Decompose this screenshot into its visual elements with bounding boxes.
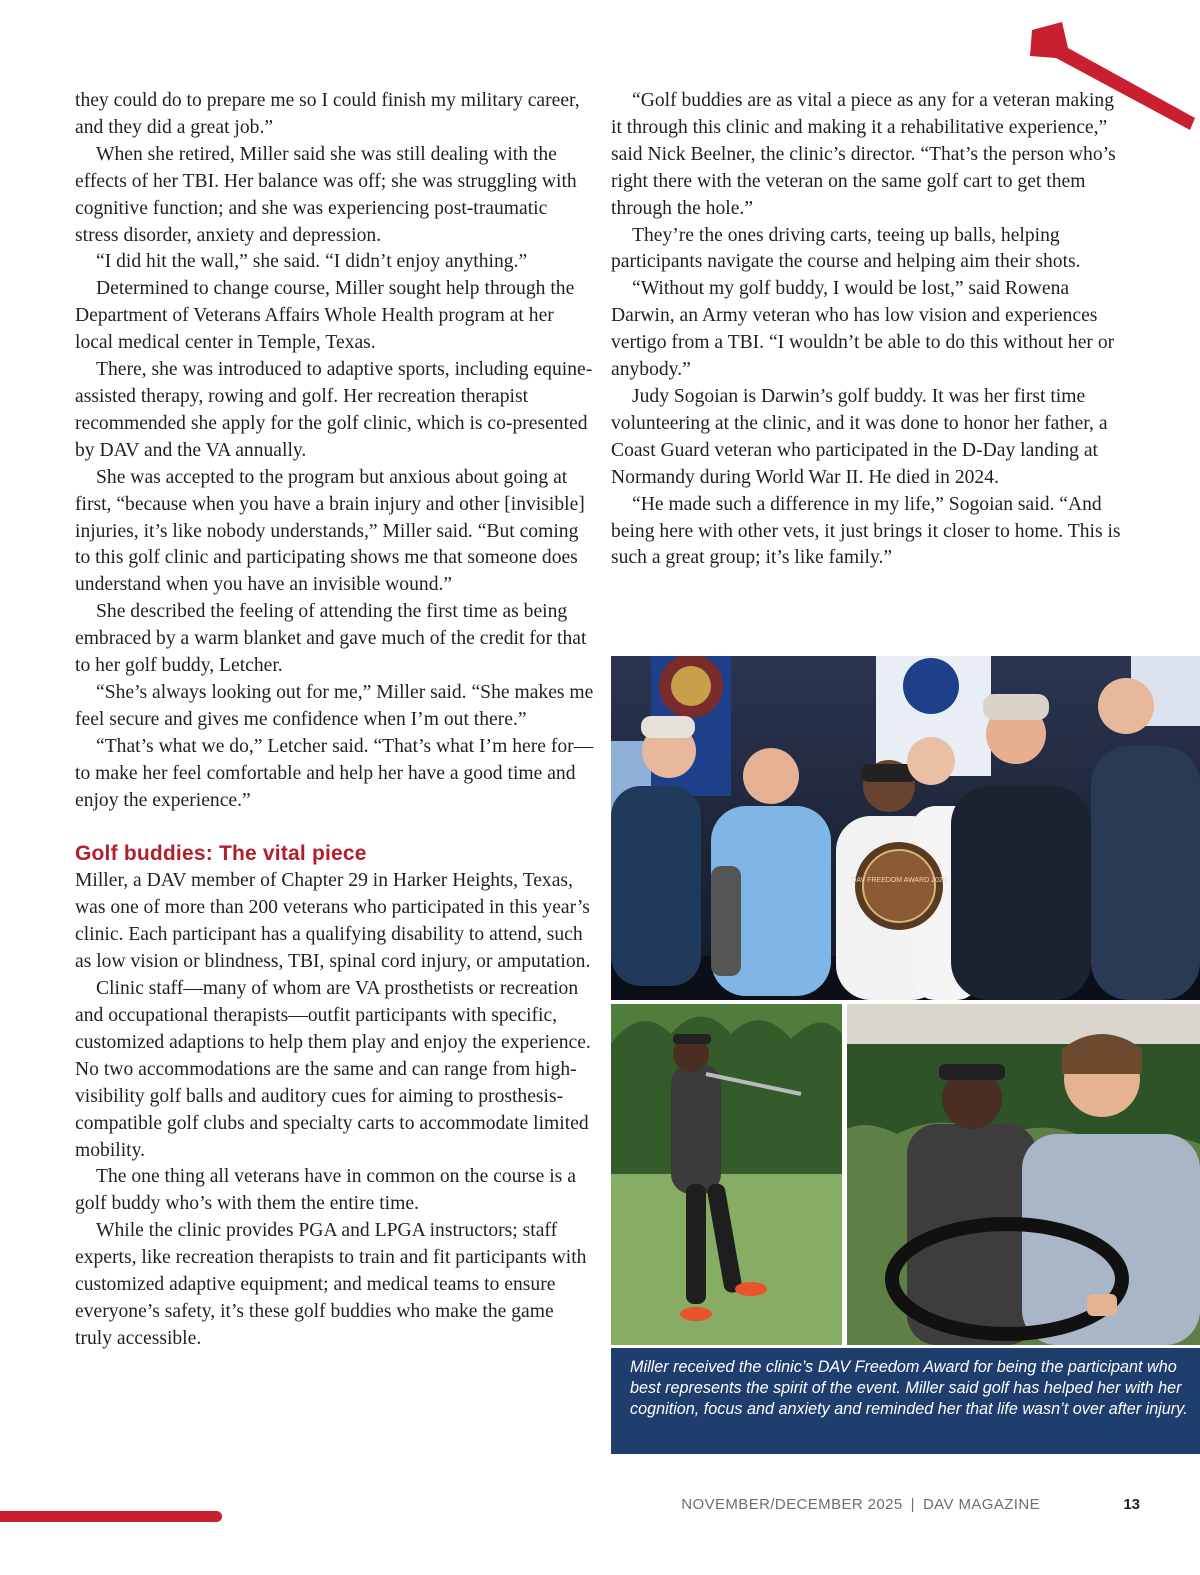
left-text-column <box>75 88 595 1353</box>
body-paragraph: “I did hit the wall,” she said. “I didn’t enjoy anything.” <box>96 251 528 273</box>
left-paragraphs-before <box>75 88 595 814</box>
section-subhead: Golf buddies: The vital piece <box>75 842 367 866</box>
left-paragraphs-after <box>75 868 595 1352</box>
page-footer <box>640 1496 1040 1513</box>
body-paragraph: There, she was introduced to adaptive sports, including equine-assisted therapy, rowing and golf. Her recreation therapist recommended she apply for the golf clinic, which is co-presented by DAV and the VA annually. <box>75 359 593 461</box>
body-paragraph: they could do to prepare me so I could finish my military career, and they did a great job.” <box>75 90 580 138</box>
body-paragraph: She described the feeling of attending the first time as being embraced by a warm blanket and gave much of the credit for that to her golf buddy, Letcher. <box>75 601 587 677</box>
body-paragraph: Miller, a DAV member of Chapter 29 in Harker Heights, Texas, was one of more than 200 veterans who participated in this year’s clinic. Each participant has a qualifying disability to attend, such as low vision or blindness, TBI, spinal cord injury, or amputation. <box>75 870 591 973</box>
body-paragraph: While the clinic provides PGA and LPGA instructors; staff experts, like recreation therapists to train and fit participants with customized adaptive equipment; and medical teams to ensure everyone’s safety, it’s these golf buddies who make the game truly accessible. <box>75 1220 587 1349</box>
body-paragraph: She was accepted to the program but anxious about going at first, “because when you have a brain injury and other [invisible] injuries, it’s like nobody understands,” Miller said. “But coming to this golf clinic and participating shows me that someone does understand when you have an invisible wound.” <box>75 466 585 596</box>
footer-publication: DAV MAGAZINE <box>922 1496 1040 1513</box>
body-paragraph: When she retired, Miller said she was still dealing with the effects of her TBI. Her balance was off; she was struggling with cognitive function; and she was experiencing post-traumatic stress disorder, anxiety and depression. <box>75 143 577 246</box>
body-paragraph: “She’s always looking out for me,” Miller said. “She makes me feel secure and gives me confidence when I’m out there.” <box>75 681 594 730</box>
footer-separator: | <box>910 1496 915 1513</box>
body-paragraph: Determined to change course, Miller sought help through the Department of Veterans Affairs Whole Health program at her local medical center in Temple, Texas. <box>75 278 575 354</box>
right-text-column <box>611 88 1126 572</box>
body-paragraph: They’re the ones driving carts, teeing up balls, helping participants navigate the course and helping aim their shots. <box>611 224 1081 273</box>
photo-caption-box <box>611 1348 1200 1454</box>
golf-swing-photo <box>611 1004 842 1345</box>
body-paragraph: “He made such a difference in my life,” Sogoian said. “And being here with other vets, it just brings it closer to home. This is such a great group; it’s like family.” <box>611 493 1121 569</box>
body-paragraph: “Golf buddies are as vital a piece as any for a veteran making it through this clinic and making it a rehabilitative experience,” said Nick Beelner, the clinic’s director. “That’s the person who’s right there with the veteran on the same golf cart to get them through the hole.” <box>611 90 1116 219</box>
right-paragraphs <box>611 88 1126 572</box>
golf-cart-photo <box>847 1004 1200 1345</box>
body-paragraph: The one thing all veterans have in common on the course is a golf buddy who’s with them the entire time. <box>75 1166 576 1215</box>
footer-issue: NOVEMBER/DECEMBER 2025 <box>681 1496 903 1513</box>
photo-caption: Miller received the clinic’s DAV Freedom Award for being the participant who best represents the spirit of the event. Miller said golf has helped her with her cognition, focus and anxiety and reminded her that life wasn’t over after injury. <box>630 1358 1188 1418</box>
body-paragraph: “That’s what we do,” Letcher said. “That’s what I’m here for—to make her feel comfortable and help her have a good time and enjoy the experience.” <box>75 735 594 811</box>
body-paragraph: Clinic staff—many of whom are VA prosthetists or recreation and occupational therapists—outfit participants with specific, customized adaptions to help them play and enjoy the experience. No two accommodations are the same and can range from high-visibility golf balls and auditory cues for aiming to prosthesis-compatible golf clubs and specialty carts to accommodate limited mobility. <box>75 978 591 1161</box>
decorative-red-bar <box>0 1511 222 1522</box>
plaque-text: DAV FREEDOM AWARD 2025 <box>851 877 947 884</box>
body-paragraph: Judy Sogoian is Darwin’s golf buddy. It was her first time volunteering at the clinic, and it was done to honor her father, a Coast Guard veteran who participated in the D-Day landing at Normandy during World War II. He died in 2024. <box>611 385 1108 488</box>
body-paragraph: “Without my golf buddy, I would be lost,” said Rowena Darwin, an Army veteran who has low vision and experiences vertigo from a TBI. “I wouldn’t be able to do this without her or anybody.” <box>611 278 1115 381</box>
award-group-photo <box>611 656 1200 1000</box>
page-number: 13 <box>1123 1496 1140 1513</box>
